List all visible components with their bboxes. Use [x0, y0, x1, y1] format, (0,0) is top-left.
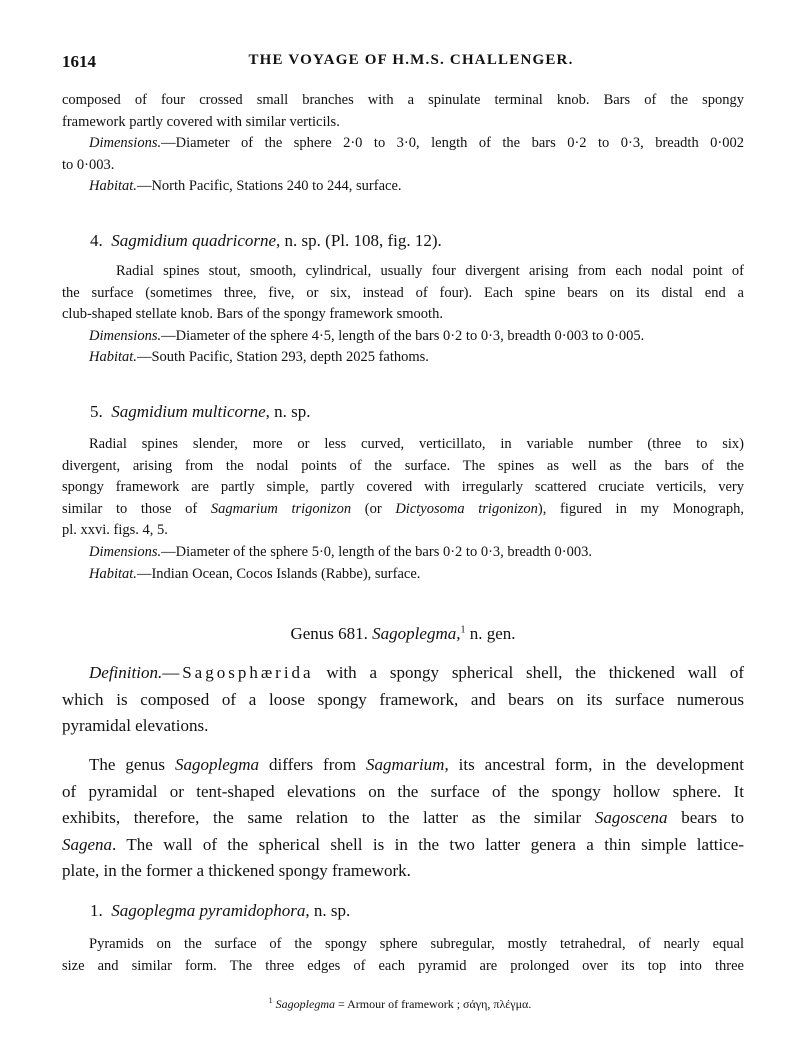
- genus-definition: Definition.—Sagosphærida with a spongy spherical shell, the thickened wall of which is composed of a loose spongy framework, and bears on its surface numerous pyramidal elevations.: [62, 663, 744, 735]
- plate-reference: (Pl. 108, fig. 12).: [325, 231, 442, 250]
- species-name: Sagmidium quadricorne: [111, 231, 277, 250]
- page-header: [62, 52, 740, 74]
- text-line: framework partly covered with similar verticils.: [62, 113, 340, 130]
- habitat-label: Habitat.: [89, 349, 137, 366]
- running-title: THE VOYAGE OF H.M.S. CHALLENGER.: [248, 52, 574, 68]
- species-name: Sagoplegma pyramidophora: [111, 901, 306, 920]
- species-heading-1: 1. Sagoplegma pyramidophora, n. sp.: [90, 901, 351, 920]
- footnote: $^1$ Sagoplegma = Armour of framework ; σάγη, πλέγμα.: [268, 996, 532, 1011]
- dimensions-label: Dimensions.: [89, 135, 162, 151]
- footnote-mark: 1: [460, 624, 466, 636]
- habitat-label: Habitat.: [89, 178, 137, 194]
- genus-heading: Genus 681. Sagoplegma,$^1$ n. gen.: [290, 624, 516, 643]
- dimensions-label: Dimensions.: [89, 327, 162, 344]
- species-heading-5: 5. Sagmidium multicorne, n. sp.: [90, 402, 311, 421]
- dimensions-paragraph: Dimensions.—Diameter of the sphere 2·0 to 3·0, length of the bars 0·2 to 0·3, breadth 0·002 to 0·003.: [62, 135, 744, 173]
- continuation-paragraph: [62, 90, 744, 133]
- dimensions-label: Dimensions.: [89, 543, 162, 560]
- text-line: composed of four crossed small branches with a spinulate terminal knob. Bars of the spongy: [62, 92, 744, 108]
- habitat-paragraph: Habitat.—North Pacific, Stations 240 to 244, surface.: [89, 178, 402, 194]
- definition-label: Definition.: [89, 663, 163, 682]
- species-heading-4: 4. Sagmidium quadricorne, n. sp. (Pl. 108, fig. 12).: [90, 231, 442, 250]
- species-5-description: Radial spines slender, more or less curved, verticillato, in variable number (three to six) divergent, arising from the nodal points of the surface. The spines as well as the bars of the spongy framework are partly simple, partly covered with irregularly scattered cruciate verticils, very similar to those of Sagmarium trigonizon (or Dictyosoma trigonizon), figured in my Monograph, pl. xxvi. figs. 4, 5. Dimensions.—Diameter of the sphere 5·0, length of the bars 0·2 to 0·3, breadth 0·003. Habitat.—Indian Ocean, Cocos Islands (Rabbe), surface.: [62, 436, 744, 582]
- habitat-label: Habitat.: [89, 565, 137, 582]
- species-4-description: Radial spines stout, smooth, cylindrical, usually four divergent arising from each nodal point of the surface (sometimes three, five, or six, instead of four). Each spine bears on its distal end a club-shaped stellate knob. Bars of the spongy framework smooth. Dimensions.—Diameter of the sphere 4·5, length of the bars 0·2 to 0·3, breadth 0·003 to 0·005. Habitat.—South Pacific, Station 293, depth 2025 fathoms.: [62, 263, 744, 366]
- genus-discussion: The genus Sagoplegma differs from Sagmarium, its ancestral form, in the development of pyramidal or tent-shaped elevations on the surface of the spongy hollow sphere. It exhibits, therefore, the same relation to the latter as the similar Sagoscena bears to Sagena. The wall of the spherical shell is in the two latter genera a thin simple lattice- plate, in the former a thickened spongy framework.: [62, 755, 745, 880]
- species-1-description: Pyramids on the surface of the spongy sphere subregular, mostly tetrahedral, of nearly equal size and similar form. The three edges of each pyramid are prolonged over its top into three: [62, 936, 744, 974]
- page-number: 1614: [62, 52, 96, 71]
- species-name: Sagmidium multicorne: [111, 402, 266, 421]
